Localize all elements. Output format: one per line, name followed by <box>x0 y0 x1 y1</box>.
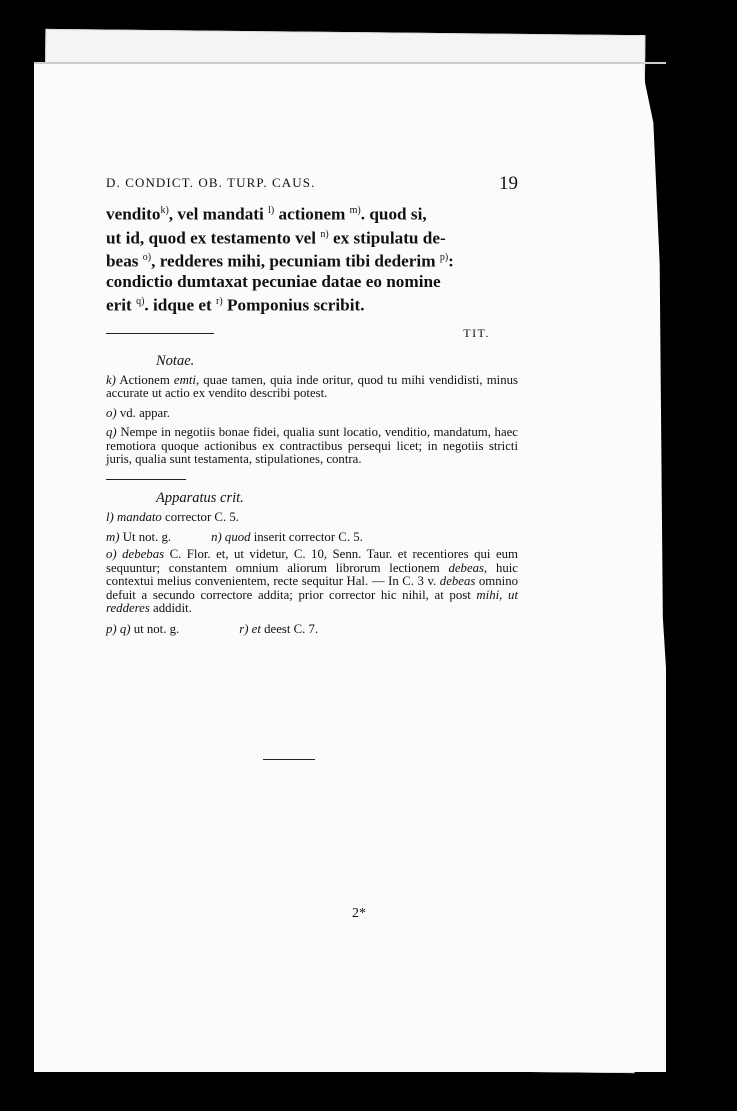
apparatus-n: n) quod inserit corrector C. 5. <box>211 530 363 545</box>
main-text <box>106 201 518 316</box>
page-number: 19 <box>499 173 518 194</box>
text-line: vendito$^{k)}$, vel mandati $^{l)}$ actionem $^{m)}$. quod si, <box>106 204 427 224</box>
page-top-edge <box>34 62 666 68</box>
apparatus-pq: p) q) ut not. g. <box>106 621 180 636</box>
apparatus-m-n <box>106 530 518 544</box>
text-line: beas $^{o)}$, redderes mihi, pecuniam tibi dederim $^{p)}$: <box>106 252 454 272</box>
apparatus-o: o) debebas C. Flor. et, ut videtur, C. 10, Senn. Taur. et recentiores qui eum sequuntur; constantem omnium aliorum librorum lectionem debeas, huic contextui melius convenientem, recte sequitur Hal. — In C. 3 v. debeas omnino defuit a secundo correctore addita; prior corrector hic nihil, at post mihi, ut redderes addidit. <box>106 547 518 616</box>
apparatus-m: m) Ut not. g. <box>106 530 172 545</box>
running-head: D. CONDICT. OB. TURP. CAUS. <box>106 175 316 190</box>
page-content <box>106 175 518 640</box>
signature-mark: 2* <box>352 906 366 921</box>
apparatus-l: l) mandato corrector C. 5. <box>106 509 239 524</box>
catchword: TIT. <box>463 325 490 340</box>
text-line: erit $^{q)}$. idque et $^{r)}$ Pomponius scribit. <box>106 295 365 315</box>
apparatus-r: r) et deest C. 7. <box>239 621 319 636</box>
note-k: k) Actionem emti, quae tamen, quia inde oritur, quod tu mihi vendidisti, minus accurate ut actio ex vendito describi potest. <box>106 372 518 401</box>
notae-title: Notae. <box>156 352 195 369</box>
divider-line <box>106 479 186 480</box>
apparatus-pq-r <box>106 622 518 636</box>
apparatus-title: Apparatus crit. <box>156 489 244 506</box>
text-line: ut id, quod ex testamento vel $^{n)}$ ex stipulatu de- <box>106 228 446 248</box>
section-divider <box>106 326 518 341</box>
note-o: o) vd. appar. <box>106 405 170 420</box>
running-header <box>106 175 518 195</box>
note-q: q) Nempe in negotiis bonae fidei, qualia sunt locatio, venditio, mandatum, haec remotiora quoque actionibus ex contractibus persequi licet; in negotiis stricti juris, qualia sunt testamenta, stipulationes, contra. <box>106 425 518 467</box>
end-rule <box>263 759 315 760</box>
text-line: condictio dumtaxat pecuniae datae eo nomine <box>106 272 441 292</box>
divider-line <box>106 333 214 334</box>
